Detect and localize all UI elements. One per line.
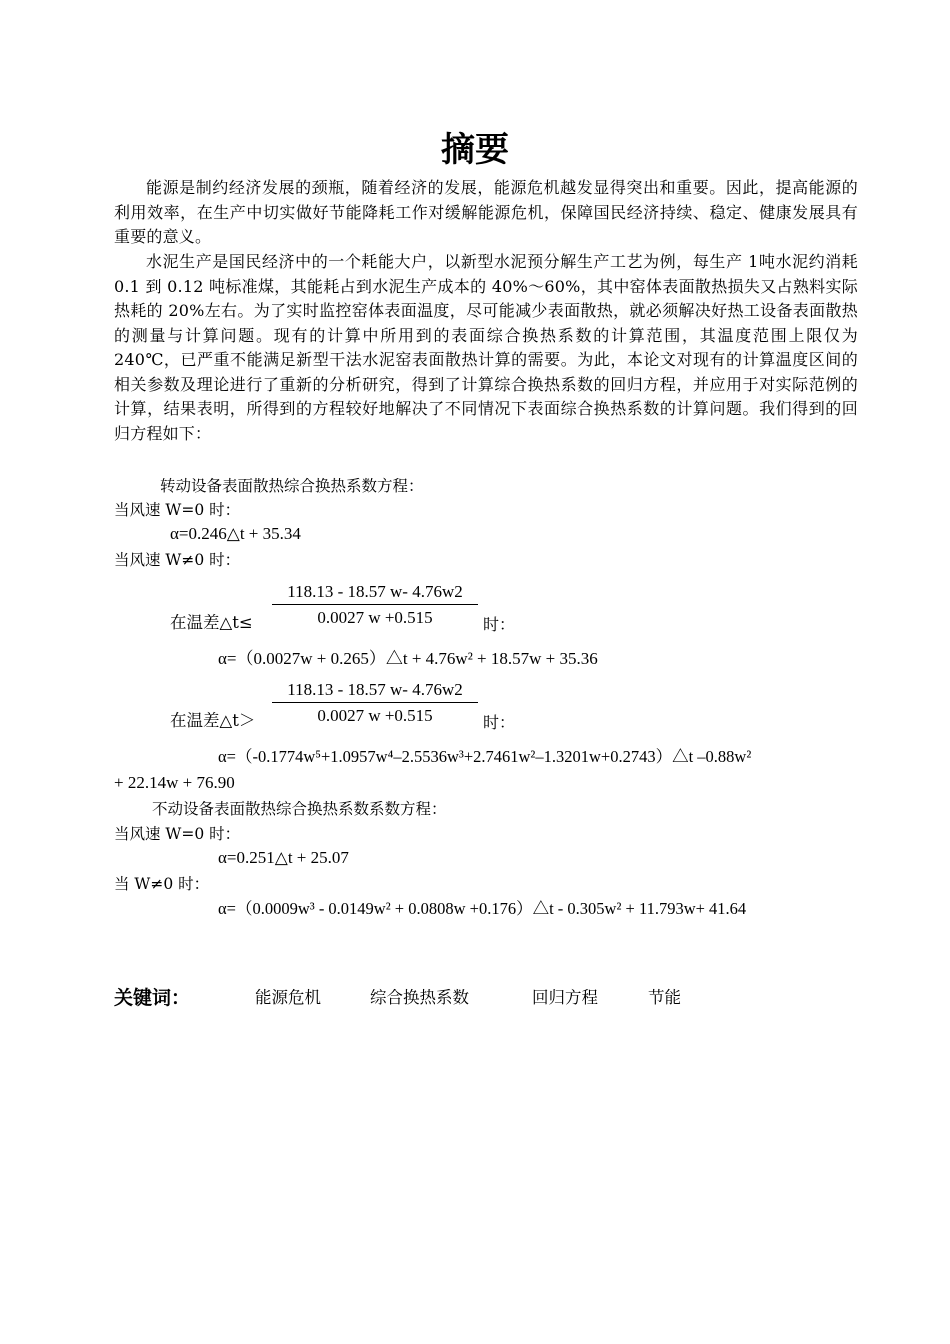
- fraction-denominator: 0.0027 w +0.515: [317, 608, 433, 627]
- stationary-w0-label: 当风速 W=0 时：: [114, 825, 241, 843]
- fraction-denominator: 0.0027 w +0.515: [317, 706, 433, 725]
- condition-gt-suffix: 时：: [483, 713, 516, 732]
- keyword-item: 回归方程: [532, 988, 598, 1007]
- fraction-numerator: 118.13 - 18.57 w- 4.76w2: [272, 580, 478, 605]
- paragraph-2: 水泥生产是国民经济中的一个耗能大户，以新型水泥预分解生产工艺为例，每生产 1吨水泥约消耗 0.1 到 0.12 吨标准煤，其能耗占到水泥生产成本的 40%～60%，其中窑体表面散热损失又占熟料实际热耗的 20%左右。为了实时监控窑体表面温度，尽可能减少表面散热，就必须解决好热工设备表面散热的测量与计算问题。现有的计算中所用到的表面综合换热系数的计算范围，其温度范围上限仅为 240℃，已严重不能满足新型干法水泥窑表面散热计算的需要。为此，本论文对现有的计算温度区间的相关参数及理论进行了重新的分析研究，得到了计算综合换热系数的回归方程，并应用于对实际范例的计算，结果表明，所得到的方程较好地解决了不同情况下表面综合换热系数的计算问题。我们得到的回归方程如下：: [114, 252, 858, 443]
- keyword-item: 能源危机: [255, 988, 321, 1007]
- threshold-fraction-2: [272, 678, 478, 729]
- rotating-heading: 转动设备表面散热综合换热系数方程：: [160, 477, 424, 495]
- paragraph-1: 能源是制约经济发展的颈瓶，随着经济的发展，能源危机越发显得突出和重要。因此，提高能源的利用效率，在生产中切实做好节能降耗工作对缓解能源危机，保障国民经济持续、稳定、健康发展具有重要的意义。: [114, 178, 858, 246]
- formula-gt-line1: α=（-0.1774w⁵+1.0957w⁴–2.5536w³+2.7461w²–1.3201w+0.2743）△t –0.88w²: [218, 747, 752, 766]
- threshold-fraction-1: [272, 580, 478, 631]
- rotating-wn0-label: 当风速 W≠0 时：: [114, 551, 241, 569]
- formula-le: α=（0.0027w + 0.265）△t + 4.76w² + 18.57w + 35.36: [218, 649, 598, 668]
- abstract-title: 摘要: [441, 130, 509, 170]
- formula-gt-line2: + 22.14w + 76.90: [114, 773, 235, 792]
- rotating-w0-formula: α=0.246△t + 35.34: [170, 524, 301, 543]
- stationary-heading: 不动设备表面散热综合换热系数系数方程：: [152, 800, 447, 818]
- condition-gt: 在温差△t＞: [170, 711, 256, 730]
- stationary-wn0-label: 当 W≠0 时：: [114, 875, 210, 893]
- stationary-wn0-formula: α=（0.0009w³ - 0.0149w² + 0.0808w +0.176）△t - 0.305w² + 11.793w+ 41.64: [218, 899, 747, 918]
- condition-le-suffix: 时：: [483, 615, 516, 634]
- keyword-item: 节能: [648, 988, 681, 1007]
- fraction-numerator: 118.13 - 18.57 w- 4.76w2: [272, 678, 478, 703]
- condition-le: 在温差△t≤: [170, 613, 253, 632]
- keywords-label: 关键词：: [114, 987, 191, 1009]
- keyword-item: 综合换热系数: [370, 988, 469, 1007]
- rotating-w0-label: 当风速 W=0 时：: [114, 501, 241, 519]
- stationary-w0-formula: α=0.251△t + 25.07: [218, 848, 349, 867]
